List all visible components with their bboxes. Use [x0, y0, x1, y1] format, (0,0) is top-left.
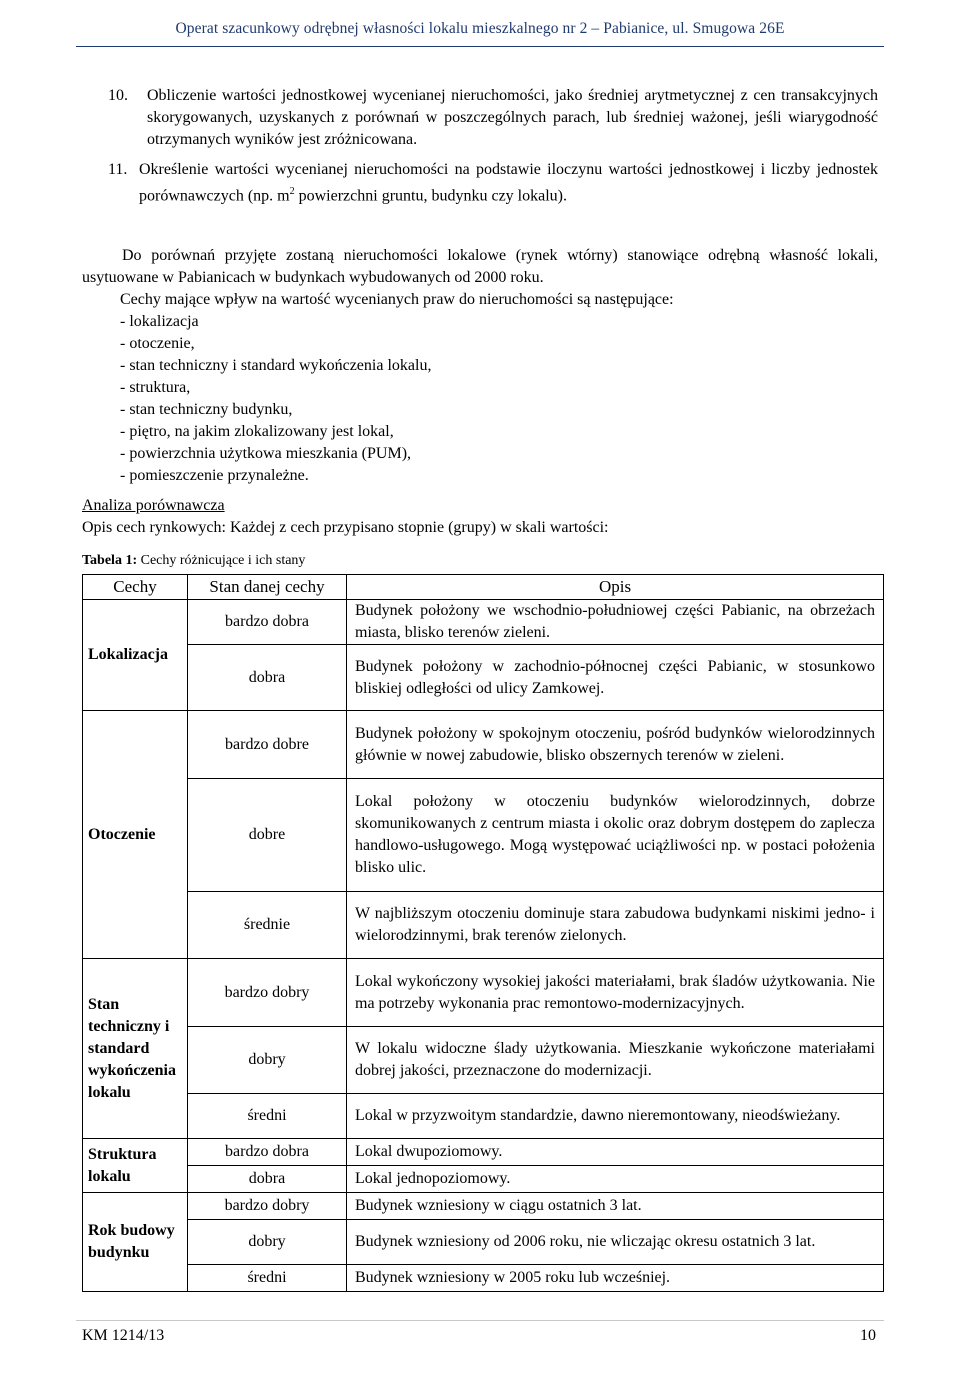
- feature-state: dobra: [188, 645, 347, 711]
- table-row: [83, 1094, 884, 1139]
- table-row: [83, 1265, 884, 1292]
- table-row: [83, 1193, 884, 1220]
- feature-item: - lokalizacja: [120, 313, 199, 330]
- analysis-title: Analiza porównawcza: [82, 497, 225, 514]
- column-header: Cechy: [83, 575, 188, 600]
- feature-description: Budynek wzniesiony od 2006 roku, nie wliczając okresu ostatnich 3 lat.: [347, 1220, 884, 1265]
- intro-paragraph: Do porównań przyjęte zostaną nieruchomości lokalowe (rynek wtórny) stanowiące odrębną własność lokali, usytuowane w Pabianicach w budynkach wybudowanych od 2000 roku.: [82, 247, 878, 286]
- feature-item: - struktura,: [120, 379, 191, 396]
- column-header: Stan danej cechy: [188, 575, 347, 600]
- feature-item: - stan techniczny budynku,: [120, 401, 293, 418]
- table-row: [83, 959, 884, 1027]
- analysis-description: Opis cech rynkowych: Każdej z cech przypisano stopnie (grupy) w skali wartości:: [82, 519, 609, 536]
- table-header-row: [83, 575, 884, 600]
- feature-category: Stan techniczny i standard wykończenia lokalu: [83, 959, 188, 1139]
- column-header: Opis: [347, 575, 884, 600]
- table-row: [83, 600, 884, 645]
- table-row: [83, 1139, 884, 1166]
- document-id: KM 1214/13: [82, 1327, 165, 1344]
- table-row: [83, 711, 884, 779]
- feature-description: Lokal dwupoziomowy.: [347, 1139, 884, 1166]
- feature-state: średnie: [188, 892, 347, 959]
- feature-description: Lokal jednopoziomowy.: [347, 1166, 884, 1193]
- document-header: Operat szacunkowy odrębnej własności lokalu mieszkalnego nr 2 – Pabianice, ul. Smugowa 26E: [175, 20, 785, 37]
- step-number: 10.: [108, 87, 128, 104]
- feature-item: - piętro, na jakim zlokalizowany jest lokal,: [120, 423, 394, 440]
- features-intro: Cechy mające wpływ na wartość wycenianych praw do nieruchomości są następujące:: [120, 291, 674, 308]
- feature-state: dobry: [188, 1220, 347, 1265]
- step-11: [108, 159, 878, 207]
- feature-description: Budynek położony we wschodnio-południowej części Pabianic, na obrzeżach miasta, blisko terenów zieleni.: [347, 600, 884, 645]
- feature-state: dobry: [188, 1027, 347, 1094]
- footer-rule: [76, 1320, 884, 1321]
- feature-item: - powierzchnia użytkowa mieszkania (PUM),: [120, 445, 412, 462]
- step-text: Określenie wartości wycenianej nieruchomości na podstawie iloczynu wartości jednostkowej i liczby jednostek porównawczych (np. $m^2$ powierzchni gruntu, budynku czy lokalu).: [139, 161, 878, 205]
- table-row: [83, 1027, 884, 1094]
- table-row: [83, 1220, 884, 1265]
- step-10: [108, 85, 878, 151]
- feature-description: Budynek wzniesiony w ciągu ostatnich 3 lat.: [347, 1193, 884, 1220]
- table-caption: Tabela 1: Cechy różnicujące i ich stany: [82, 553, 306, 568]
- feature-description: Budynek położony w zachodnio-północnej części Pabianic, w stosunkowo bliskiej odległości od ulicy Zamkowej.: [347, 645, 884, 711]
- feature-state: bardzo dobra: [188, 600, 347, 645]
- features-section: [82, 289, 878, 487]
- feature-description: W najbliższym otoczeniu dominuje stara zabudowa budynkami niskimi jedno- i wielorodzinnymi, brak terenów zielonych.: [347, 892, 884, 959]
- table-row: [83, 645, 884, 711]
- feature-state: bardzo dobry: [188, 959, 347, 1027]
- feature-state: średni: [188, 1094, 347, 1139]
- feature-state: dobre: [188, 779, 347, 892]
- feature-description: Lokal w przyzwoitym standardzie, dawno nieremontowany, nieodświeżany.: [347, 1094, 884, 1139]
- feature-category: Struktura lokalu: [83, 1139, 188, 1193]
- feature-description: Budynek wzniesiony w 2005 roku lub wcześniej.: [347, 1265, 884, 1292]
- feature-state: dobra: [188, 1166, 347, 1193]
- page-number: 10: [860, 1327, 876, 1344]
- feature-category: Rok budowy budynku: [83, 1193, 188, 1292]
- feature-state: bardzo dobra: [188, 1139, 347, 1166]
- feature-category: Otoczenie: [83, 711, 188, 959]
- feature-item: - otoczenie,: [120, 335, 195, 352]
- feature-description: Lokal wykończony wysokiej jakości materiałami, brak śladów użytkowania. Nie ma potrzeby wykonania prac remontowo-modernizacyjnych.: [347, 959, 884, 1027]
- feature-state: średni: [188, 1265, 347, 1292]
- feature-description: Budynek położony w spokojnym otoczeniu, pośród budynków wielorodzinnych głównie w nowej zabudowie, blisko obszernych terenów w zieleni.: [347, 711, 884, 779]
- table-row: [83, 1166, 884, 1193]
- feature-category: Lokalizacja: [83, 600, 188, 711]
- feature-state: bardzo dobry: [188, 1193, 347, 1220]
- feature-state: bardzo dobre: [188, 711, 347, 779]
- feature-description: W lokalu widoczne ślady użytkowania. Mieszkanie wykończone materiałami dobrej jakości, przeznaczone do modernizacji.: [347, 1027, 884, 1094]
- feature-item: - stan techniczny i standard wykończenia lokalu,: [120, 357, 432, 374]
- feature-description: Lokal położony w otoczeniu budynków wielorodzinnych, dobrze skomunikowanych z centrum miasta i okolic oraz dobrym dostępem do zaplecza handlowo-usługowego. Mogą występować uciążliwości np. w postaci położenia blisko ulic.: [347, 779, 884, 892]
- step-text: Obliczenie wartości jednostkowej wycenianej nieruchomości, jako średniej arytmetycznej z cen transakcyjnych skorygowanych, uzyskanych z porównań w poszczególnych parach, lub średniej ważonej, jeśli wiarygodność otrzymanych wyników jest zróżnicowana.: [147, 87, 878, 148]
- feature-item: - pomieszczenie przynależne.: [120, 467, 309, 484]
- header-rule: [76, 46, 884, 47]
- table-row: [83, 892, 884, 959]
- step-number: 11.: [108, 161, 128, 178]
- features-table: [82, 574, 884, 1292]
- table-row: [83, 779, 884, 892]
